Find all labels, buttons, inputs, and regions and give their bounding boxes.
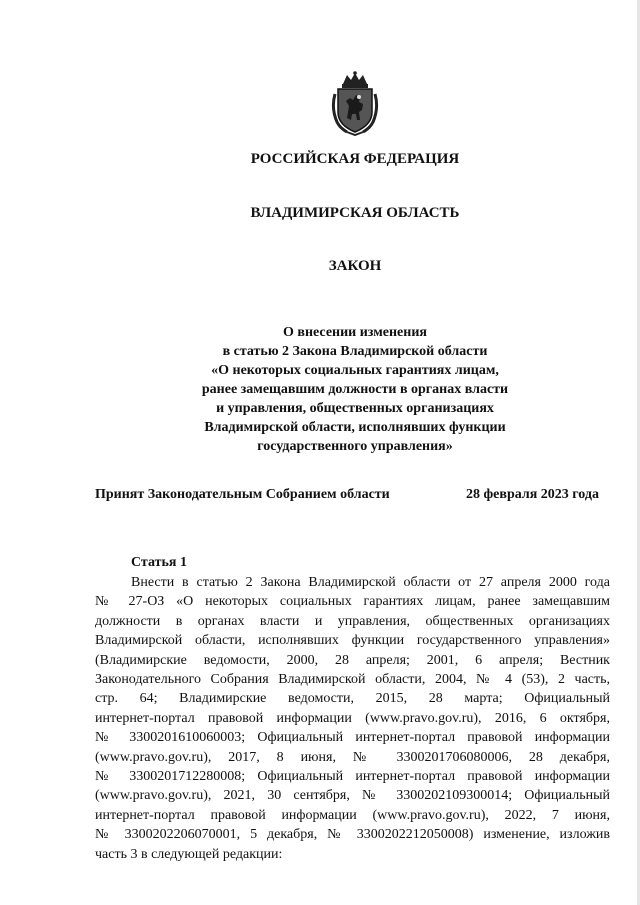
doc-type-title: ЗАКОН [328, 258, 382, 274]
body-line: № 3300201712280008; Официальный интернет-портал правовой информации [95, 769, 610, 785]
body-line: № 27-ОЗ «О некоторых социальных гарантиях лицам, ранее замещавшим [95, 594, 610, 610]
law-subtitle [150, 323, 560, 456]
subtitle-line: Владимирской области, исполнявших функции [204, 420, 506, 435]
body-line: (Владимирские ведомости, 2000, 28 апреля; 2001, 6 апреля; Вестник [95, 652, 610, 668]
body-line: должности в органах власти и управления, общественных организациях [95, 613, 610, 629]
subtitle-line: ранее замещавшим должности в органах власти [201, 382, 509, 397]
subtitle-line: в статью 2 Закона Владимирской области [222, 344, 488, 359]
body-line: часть 3 в следующей редакции: [95, 846, 283, 862]
article-body [95, 573, 610, 864]
body-line: Владимирской области, исполнявших функции государственного управления» [95, 633, 610, 649]
body-line: (www.pravo.gov.ru), 2021, 30 сентября, № 3300202109300014; Официальный [95, 788, 610, 804]
article-heading: Статья 1 [131, 555, 187, 570]
subtitle-line: О внесении изменения [283, 325, 427, 340]
subtitle-line: государственного управления» [257, 439, 453, 454]
body-line: (www.pravo.gov.ru), 2017, 8 июня, № 3300201706080006, 28 декабря, [95, 749, 610, 765]
subtitle-line: «О некоторых социальных гарантиях лицам, [211, 363, 499, 378]
body-line: интернет-портал правовой информации (www.pravo.gov.ru), 2016, 6 октября, [95, 710, 610, 726]
country-title: РОССИЙСКАЯ ФЕДЕРАЦИЯ [250, 151, 460, 167]
body-line: № 3300201610060003; Официальный интернет-портал правовой информации [95, 730, 610, 746]
coat-of-arms-emblem [329, 70, 381, 136]
region-title: ВЛАДИМИРСКАЯ ОБЛАСТЬ [250, 205, 460, 221]
body-line: № 3300202206070001, 5 декабря, № 3300202212050008) изменение, изложив [95, 827, 610, 843]
adoption-text: Принят Законодательным Собранием области [95, 487, 390, 502]
body-line: Законодательного Собрания Владимирской области, 2004, № 4 (53), 2 часть, [95, 672, 610, 688]
body-line: интернет-портал правовой информации (www.pravo.gov.ru), 2022, 7 июня, [95, 807, 610, 823]
adoption-date: 28 февраля 2023 года [466, 487, 599, 502]
body-line: стр. 64; Владимирские ведомости, 2015, 28 марта; Официальный [95, 691, 610, 707]
body-line: Внести в статью 2 Закона Владимирской области от 27 апреля 2000 года [131, 575, 610, 590]
subtitle-line: и управления, общественных организациях [216, 401, 494, 416]
